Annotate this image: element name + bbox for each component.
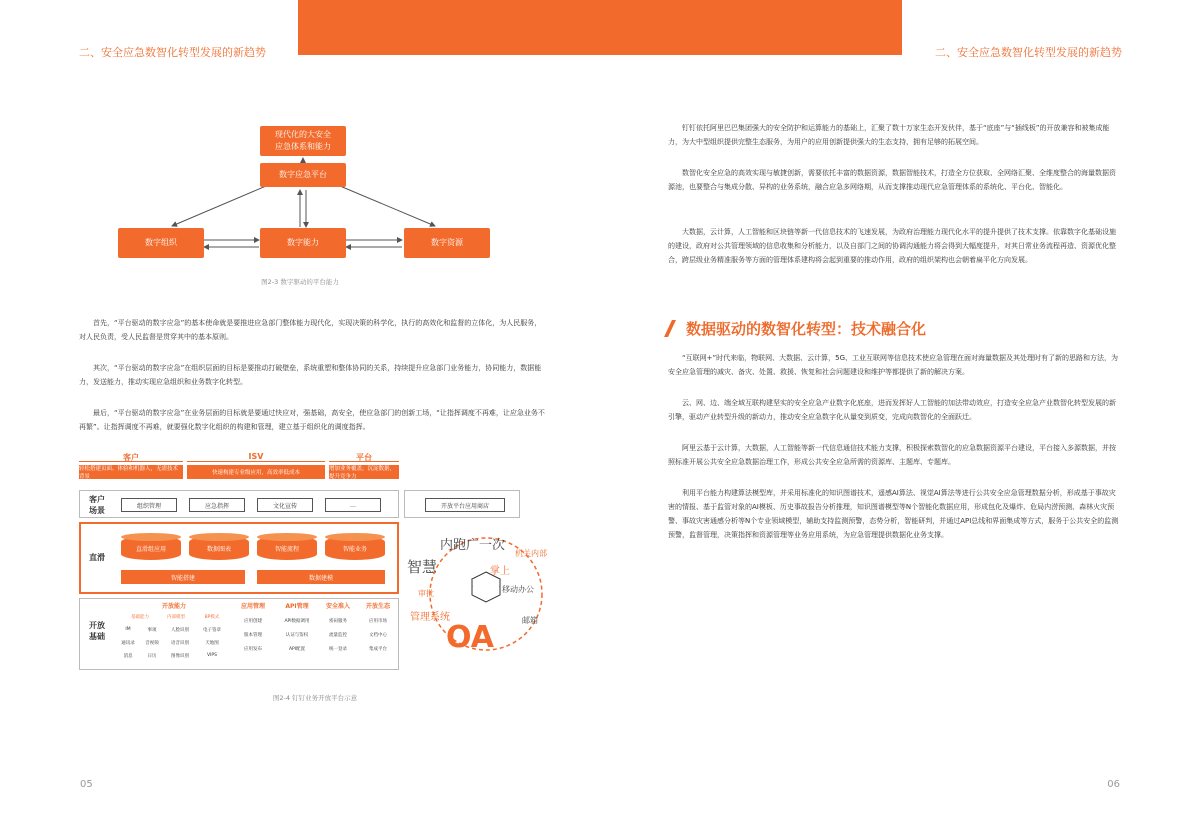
api-cell: API配置 — [288, 647, 306, 652]
apps-cell: 应用创建 — [244, 619, 262, 624]
fig1-box-modern-system: 现代化的大安全 应急体系和能力 — [260, 126, 346, 156]
scene-btn: ... — [325, 498, 381, 512]
base-cell: IM — [125, 627, 131, 632]
base-cell: 消息 — [123, 654, 133, 659]
api-cell: API数据调用 — [284, 619, 310, 624]
base-cell: 天地图 — [205, 641, 219, 646]
section-slash-icon — [664, 320, 676, 337]
col-bar-customer: 轻松搭建页面、体验和机器人，无需技术背景 — [79, 465, 183, 479]
page-number-right: 06 — [1107, 779, 1120, 790]
security-cell: 统一登录 — [329, 647, 347, 652]
page-number-left: 05 — [80, 779, 93, 790]
section-title-text: 数据驱动的数智化转型：技术融合化 — [686, 320, 927, 338]
base-row-label: 开放 基础 — [89, 621, 105, 641]
cloud-word: 审批 — [418, 589, 434, 598]
right-paragraph: 数智化安全应急的高效实现与敏捷创新，需要依托丰富的数据资源，数据智能技术，打造全方位获取、全网络汇聚、全维度整合的海量数据资源池，也要整合与集成分散、异构的业务系统，融合应急多网络期，从而支撑推动现代应急管理体系的系统化、平台化、智能化。 — [668, 169, 1116, 191]
fig1-box-resource: 数字资源 — [404, 228, 490, 258]
left-paragraph: 其次，“平台驱动的数字应急”在组织层面的目标是要推动打破壁垒，系统重塑和整体协同的关系，持续提升应急部门业务能力，协同能力，数据能力，发送能力，推动实现应急组织和业务数字化转型。 — [79, 364, 542, 386]
cloud-word: OA — [446, 620, 494, 655]
col-bar-isv: 快速构建专业级应用，高效率低成本 — [187, 465, 325, 479]
cloud-word: 智慧 — [407, 558, 438, 576]
base-cell: 语音识别 — [171, 641, 189, 646]
store-frame — [404, 490, 520, 518]
base-sub: BP模式 — [204, 615, 220, 620]
ecosystem-cell: 文档中心 — [369, 633, 387, 638]
cylinder: 直滑组应用 — [121, 536, 181, 560]
top-decor-bar — [298, 0, 902, 55]
base-cell: 人脸识别 — [171, 628, 189, 633]
apps-cell: 版本管理 — [244, 633, 262, 638]
fig1-box-platform: 数字应急平台 — [260, 163, 346, 187]
left-page-header: 二、安全应急数智化转型发展的新趋势 — [79, 46, 266, 59]
scene-btn-store: 开放平台应用商店 — [425, 498, 505, 512]
cloud-word: 机关内部 — [515, 549, 547, 558]
ecosystem-cell: 应用市场 — [369, 619, 387, 624]
base-heading: 开放能力 — [161, 603, 186, 610]
cylinder: 智能流程 — [257, 536, 317, 560]
fig1-box-org: 数字组织 — [118, 228, 204, 258]
scene-btn: 应急指挥 — [189, 498, 245, 512]
base-sub: 内部模型 — [167, 615, 185, 620]
ecosystem-cell: 集成平台 — [369, 647, 387, 652]
security-cell: 密码服务 — [329, 619, 347, 624]
apps-heading: 应用管理 — [240, 603, 265, 610]
security-cell: 流量监控 — [329, 633, 347, 638]
scene-btn: 文化宣传 — [257, 498, 313, 512]
cloud-word: 移动办公 — [502, 585, 534, 594]
cloud-word: 掌上 — [490, 566, 510, 577]
api-heading: API管理 — [285, 603, 309, 610]
bar-data-model: 数据建模 — [257, 570, 385, 584]
midplatform-row-label: 直滑 — [89, 553, 105, 562]
security-heading: 安全准入 — [325, 603, 350, 610]
base-cell: 电子签章 — [203, 628, 221, 633]
right-paragraph: 利用平台能力构建算法模型库，并采用标准化的知识图谱技术，遥感AI算法、视觉AI算法等进行公共安全应急管理数据分析，形成基于事故灾害的情报、基于监管对象的AI模板、历史事故报告分析推理，知识图谱模型等N个智能化数据应用，形成包化及爆炸、危局内涝预测、森林火灾预警、事故灾害通感分析等N个专业领域模型，辅助支持监测预警，态势分析，智能研判，并通过API总线和界面集成等方式，服务于公共安全的监测预警，监督管理，决策指挥和资源管理等业务应用系统，为应急管理提供数据化业务支撑。 — [668, 489, 1119, 539]
section-title — [668, 318, 926, 339]
col-head-isv: ISV — [187, 452, 325, 462]
scene-row-label: 客户 场景 — [89, 495, 105, 515]
col-head-customer: 客户 — [79, 452, 183, 462]
right-paragraph: 钉钉依托阿里巴巴集团强大的安全防护和运算能力的基础上，汇聚了数十万家生态开发伙伴，基于“底座”与“插线板”的开放兼容和被集成能力，为大中型组织提供完整生态服务，为用户的应用创新提供强大的生态支持，拥有足够的拓展空间。 — [668, 124, 1110, 146]
scene-btn: 组织管理 — [121, 498, 177, 512]
base-cell: 日历 — [147, 654, 157, 659]
ecosystem-heading: 开放生态 — [365, 603, 390, 610]
cloud-word: 邮箱 — [522, 616, 538, 625]
cylinder: 数据图表 — [189, 536, 249, 560]
right-paragraph: 大数据，云计算，人工智能和区块链等新一代信息技术的飞速发展，为政府治理能力现代化水平的提升提供了技术支撑。依靠数字化基础设施的建设，政府对公共管理领域的信息收集和分析能力，以及自部门之间的协调沟通能力将会得到大幅度提升，对其日常业务流程再造、资源优化整合，跨层级业务精准服务等方面的管理体系建构将会起到重要的推动作用，政府的组织架构也会朝着扁平化方向发展。 — [668, 228, 1116, 264]
right-page-header: 二、安全应急数智化转型发展的新趋势 — [935, 46, 1122, 59]
left-paragraph: 首先，“平台驱动的数字应急”的基本使命就是要推进应急部门整体能力现代化，实现决策的科学化，执行的高效化和监督的立体化，为人民服务，对人民负责，受人民监督是贯穿其中的基本原则。 — [79, 319, 542, 341]
right-paragraph: “互联网+”时代来临，物联网、大数据、云计算，5G、工业互联网等信息技术使应急管理在面对海量数据及其处理时有了新的思路和方法，为安全应急管理的减灾、备灾、处置、救援、恢复和社会问题建设和维护等都提供了新的解决方案。 — [668, 354, 1118, 376]
cloud-word: 管理系统 — [410, 612, 450, 623]
base-sub: 基础能力 — [131, 615, 149, 620]
base-cell: 通讯录 — [121, 641, 135, 646]
cylinder: 智能业务 — [325, 536, 385, 560]
fig1-box-capability: 数字能力 — [260, 228, 346, 258]
right-paragraph: 阿里云基于云计算，大数据，人工智能等新一代信息通信技术能力支撑，积极探索数智化的应急数据资源平台建设，平台接入多源数据，并按照标准开展公共安全应急数据治理工作，形成公共安全应急所需的资源库、主题库、专题库。 — [668, 444, 1116, 466]
left-paragraph: 最后，“平台驱动的数字应急”在业务层面的目标就是要通过快应对，强基础，高安全，使应急部门的创新工场，“让指挥调度不再难，让应急业务不再繁”。让指挥调度不再难，就要强化数字化组织的构建和管理，建立基于组织化的调度指挥。 — [79, 409, 545, 431]
apps-cell: 应用发布 — [244, 647, 262, 652]
api-cell: 认证与鉴权 — [285, 633, 309, 638]
bar-smart-build: 智能搭建 — [121, 570, 245, 584]
right-paragraph: 云、网、边、端全域互联构建坚实的安全应急产业数字化底座，进而发挥好人工智能的加法带动效应，打造安全应急产业数智化转型发展的新引擎，驱动产业转型升级的新动力，推动安全应急数字化从量变到质变，完成向数智化的全面跃迁。 — [668, 399, 1116, 421]
base-cell: 图像识别 — [171, 654, 189, 659]
col-bar-platform: 增加业务覆盖，沉淀数据，提升竞争力 — [329, 465, 399, 479]
col-head-platform: 平台 — [329, 452, 399, 462]
figure1-caption: 图2-3 数字驱动的平台能力 — [261, 278, 339, 286]
base-cell: 事项 — [147, 628, 157, 633]
figure2-caption: 图2-4 钉钉业务开放平台示意 — [272, 694, 358, 702]
base-cell: VIPS — [207, 653, 217, 658]
cloud-word: 内跑广一次 — [440, 538, 506, 553]
base-cell: 音视频 — [145, 641, 159, 646]
